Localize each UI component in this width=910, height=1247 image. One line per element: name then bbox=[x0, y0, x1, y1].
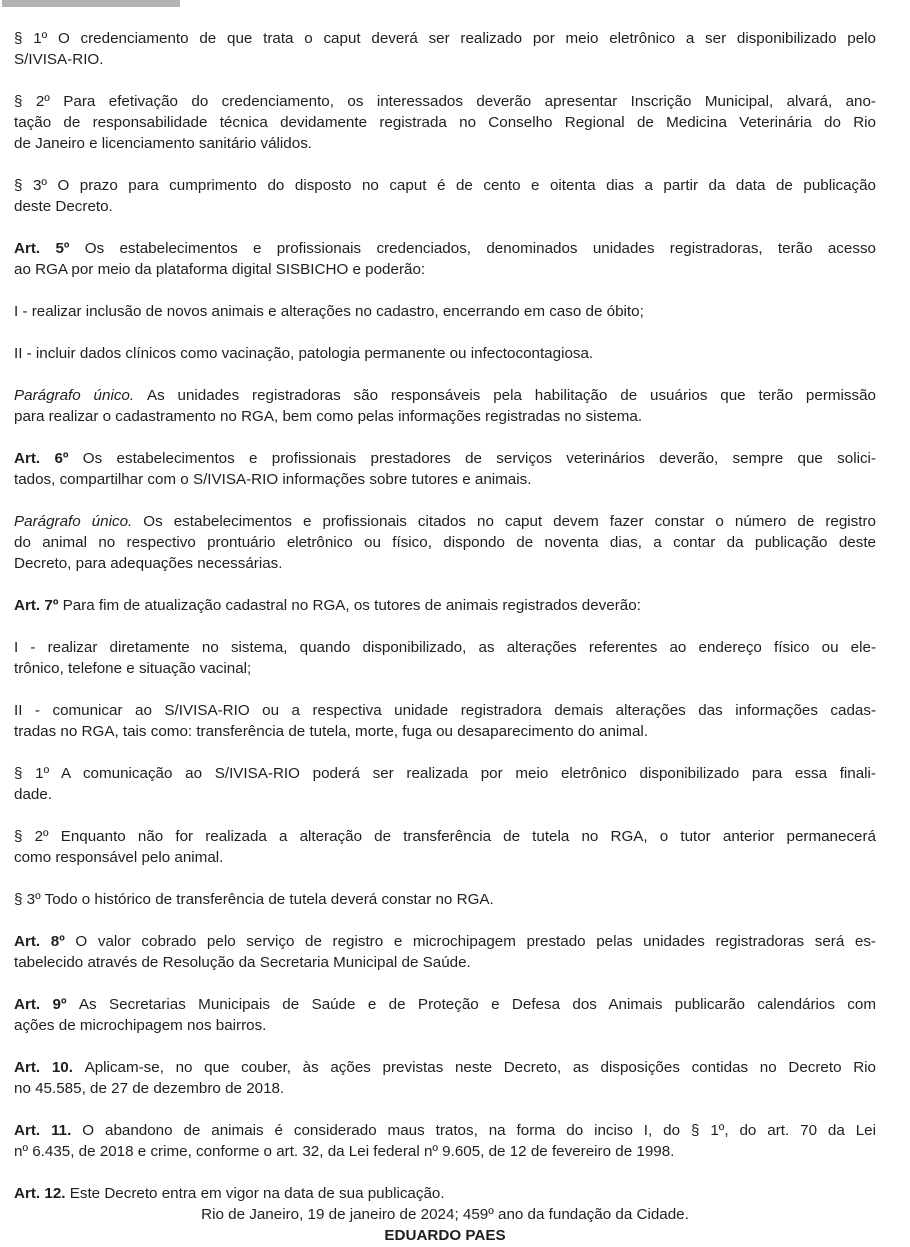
text-run: O valor cobrado pelo serviço de registro e microchipagem prestado pelas unidades registradoras será es- bbox=[75, 933, 876, 950]
paragraph bbox=[14, 763, 876, 805]
paragraph bbox=[14, 301, 876, 322]
text-line: dade. bbox=[14, 786, 53, 803]
text-line: II - comunicar ao S/IVISA-RIO ou a respectiva unidade registradora demais alterações das informações cadas- bbox=[14, 702, 876, 719]
signature-name: EDUARDO PAES bbox=[384, 1227, 506, 1244]
text-line: I - realizar inclusão de novos animais e alterações no cadastro, encerrando em caso de óbito; bbox=[14, 303, 644, 320]
paragraph bbox=[14, 343, 876, 364]
text-line bbox=[14, 1120, 876, 1141]
text-run: As unidades registradoras são responsáveis pela habilitação de usuários que terão permissão bbox=[146, 387, 876, 404]
paragraph bbox=[14, 448, 876, 490]
article-label: Art. 8º bbox=[14, 933, 76, 950]
text-line: S/IVISA-RIO. bbox=[14, 51, 104, 68]
text-run: Os estabelecimentos e profissionais prestadores de serviços veterinários deverão, sempre que solici- bbox=[82, 450, 876, 467]
paragraph bbox=[14, 1120, 876, 1162]
text-line bbox=[14, 385, 876, 406]
paragraph bbox=[14, 826, 876, 868]
text-line: tradas no RGA, tais como: transferência de tutela, morte, fuga ou desaparecimento do animal. bbox=[14, 723, 648, 740]
text-line: § 2º Para efetivação do credenciamento, os interessados deverão apresentar Inscrição Municipal, alvará, ano- bbox=[14, 93, 876, 110]
text-line: como responsável pelo animal. bbox=[14, 849, 224, 866]
text-line bbox=[14, 1057, 876, 1078]
text-run: Aplicam-se, no que couber, às ações previstas neste Decreto, as disposições contidas no Decreto Rio bbox=[84, 1059, 876, 1076]
text-line bbox=[14, 511, 876, 532]
paragraph bbox=[14, 595, 876, 616]
article-label: Art. 7º bbox=[14, 597, 63, 614]
text-line: nº 6.435, de 2018 e crime, conforme o art. 32, da Lei federal nº 9.605, de 12 de fevereiro de 1998. bbox=[14, 1143, 675, 1160]
paragraph bbox=[14, 1183, 876, 1246]
paragrafo-unico-label: Parágrafo único. bbox=[14, 387, 147, 404]
text-line: § 3º O prazo para cumprimento do disposto no caput é de cento e oitenta dias a partir da data de publicação bbox=[14, 177, 876, 194]
text-line: no 45.585, de 27 de dezembro de 2018. bbox=[14, 1080, 285, 1097]
paragraph bbox=[14, 637, 876, 679]
cropped-header-bar bbox=[2, 0, 180, 7]
paragraph bbox=[14, 91, 876, 154]
paragraph bbox=[14, 931, 876, 973]
text-line: tabelecido através de Resolução da Secretaria Municipal de Saúde. bbox=[14, 954, 471, 971]
text-line: deste Decreto. bbox=[14, 198, 113, 215]
paragraph bbox=[14, 385, 876, 427]
text-line bbox=[14, 1183, 876, 1204]
text-run: Este Decreto entra em vigor na data de sua publicação. bbox=[69, 1185, 445, 1202]
text-line: tados, compartilhar com o S/IVISA-RIO informações sobre tutores e animais. bbox=[14, 471, 532, 488]
paragraph bbox=[14, 700, 876, 742]
paragraph bbox=[14, 28, 876, 70]
paragraph bbox=[14, 1057, 876, 1099]
text-line bbox=[14, 448, 876, 469]
text-line: § 1º A comunicação ao S/IVISA-RIO poderá ser realizada por meio eletrônico disponibilizado para essa finali- bbox=[14, 765, 876, 782]
date-place-line: Rio de Janeiro, 19 de janeiro de 2024; 459º ano da fundação da Cidade. bbox=[201, 1206, 689, 1223]
text-line: I - realizar diretamente no sistema, quando disponibilizado, as alterações referentes ao endereço físico ou ele- bbox=[14, 639, 876, 656]
text-run: As Secretarias Municipais de Saúde e de Proteção e Defesa dos Animais publicarão calendários com bbox=[78, 996, 876, 1013]
paragrafo-unico-label: Parágrafo único. bbox=[14, 513, 144, 530]
text-line: de Janeiro e licenciamento sanitário válidos. bbox=[14, 135, 313, 152]
text-line: § 3º Todo o histórico de transferência de tutela deverá constar no RGA. bbox=[14, 891, 494, 908]
text-line: § 1º O credenciamento de que trata o caput deverá ser realizado por meio eletrônico a ser disponibilizado pelo bbox=[14, 30, 876, 47]
article-label: Art. 10. bbox=[14, 1059, 85, 1076]
text-line bbox=[14, 595, 876, 616]
text-line: ao RGA por meio da plataforma digital SISBICHO e poderão: bbox=[14, 261, 426, 278]
text-run: Os estabelecimentos e profissionais credenciados, denominados unidades registradoras, terão acesso bbox=[84, 240, 876, 257]
paragraph bbox=[14, 175, 876, 217]
article-label: Art. 5º bbox=[14, 240, 85, 257]
article-label: Art. 12. bbox=[14, 1185, 70, 1202]
text-run: O abandono de animais é considerado maus tratos, na forma do inciso I, do § 1º, do art. 70 da Lei bbox=[82, 1122, 876, 1139]
text-line: para realizar o cadastramento no RGA, bem como pelas informações registradas no sistema. bbox=[14, 408, 643, 425]
paragraph bbox=[14, 889, 876, 910]
text-line bbox=[14, 994, 876, 1015]
article-label: Art. 9º bbox=[14, 996, 79, 1013]
text-line: II - incluir dados clínicos como vacinação, patologia permanente ou infectocontagiosa. bbox=[14, 345, 594, 362]
paragraph bbox=[14, 238, 876, 280]
text-run: Para fim de atualização cadastral no RGA, os tutores de animais registrados deverão: bbox=[62, 597, 641, 614]
text-line: do animal no respectivo prontuário eletrônico ou físico, dispondo de noventa dias, a contar da publicação deste bbox=[14, 534, 876, 551]
text-line bbox=[14, 931, 876, 952]
text-line: Decreto, para adequações necessárias. bbox=[14, 555, 283, 572]
text-run: Os estabelecimentos e profissionais citados no caput devem fazer constar o número de registro bbox=[143, 513, 876, 530]
text-line bbox=[14, 238, 876, 259]
paragraph bbox=[14, 994, 876, 1036]
text-line: § 2º Enquanto não for realizada a alteração de transferência de tutela no RGA, o tutor anterior permanecerá bbox=[14, 828, 876, 845]
article-label: Art. 11. bbox=[14, 1122, 83, 1139]
text-line: ações de microchipagem nos bairros. bbox=[14, 1017, 267, 1034]
article-label: Art. 6º bbox=[14, 450, 83, 467]
text-line: tação de responsabilidade técnica devidamente registrada no Conselho Regional de Medicina Veterinária do Rio bbox=[14, 114, 876, 131]
paragraph bbox=[14, 511, 876, 574]
text-line: trônico, telefone e situação vacinal; bbox=[14, 660, 252, 677]
